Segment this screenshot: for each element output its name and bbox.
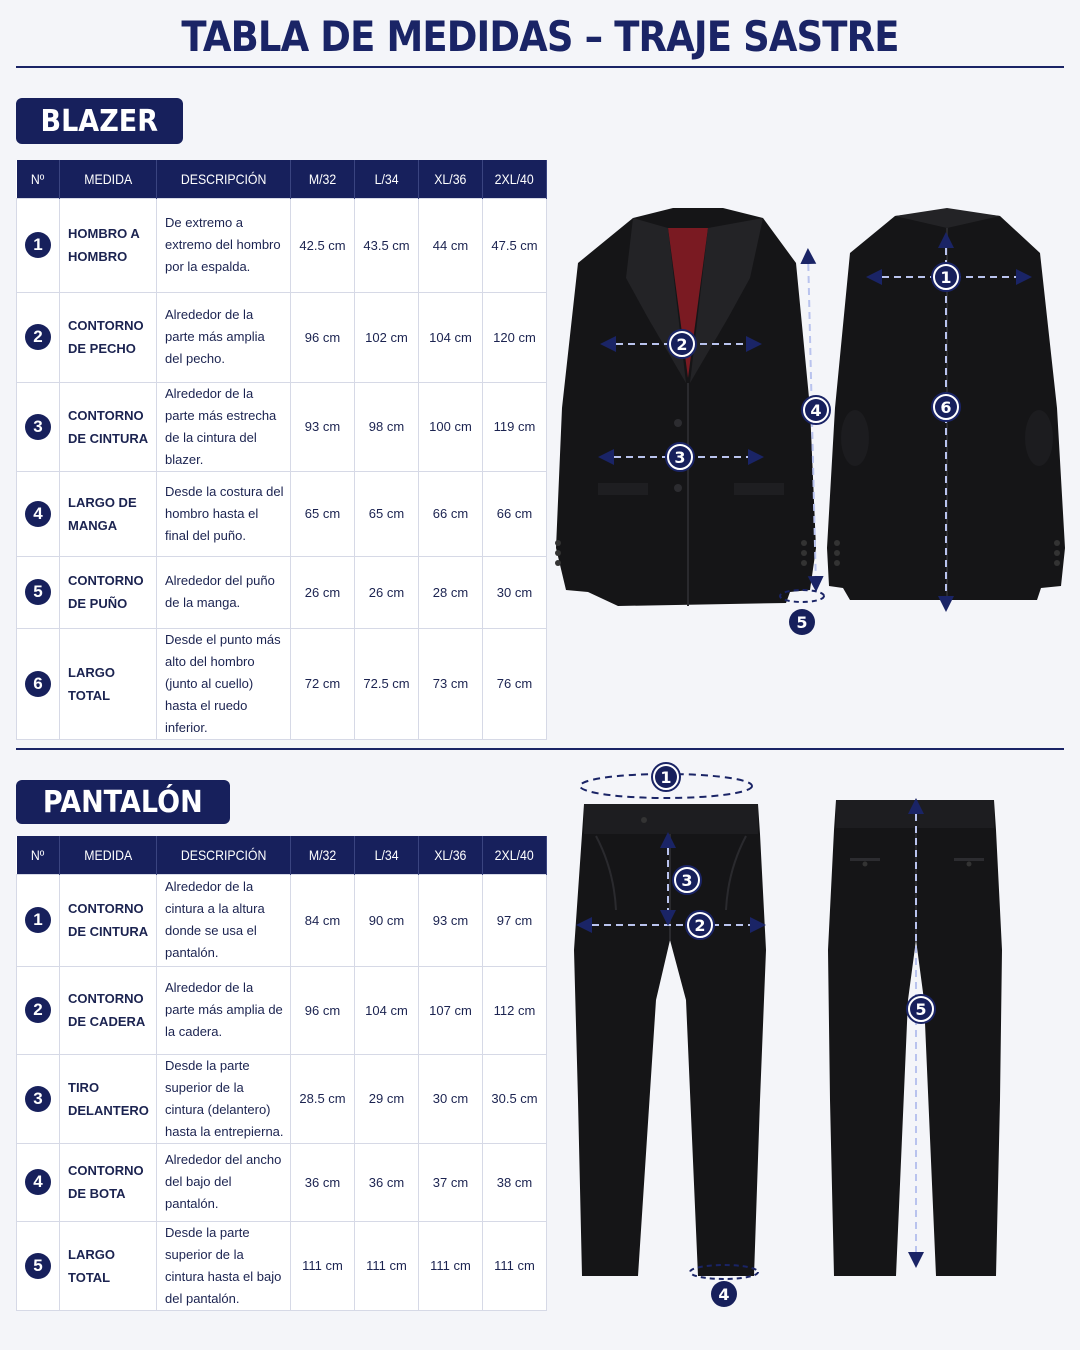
svg-text:5: 5 bbox=[915, 1000, 927, 1019]
table-row bbox=[17, 1143, 547, 1221]
size-value: 30 cm bbox=[419, 1054, 483, 1143]
measure-name: CONTORNO DE CINTURA bbox=[60, 874, 157, 966]
size-value: 100 cm bbox=[419, 382, 483, 471]
measure-name: HOMBRO A HOMBRO bbox=[60, 198, 157, 292]
table-header-row bbox=[17, 836, 547, 874]
measure-marker-5 bbox=[907, 995, 935, 1023]
size-value: 104 cm bbox=[419, 292, 483, 382]
size-value: 93 cm bbox=[419, 874, 483, 966]
column-header: XL/36 bbox=[419, 160, 483, 198]
size-value: 72.5 cm bbox=[355, 628, 419, 739]
row-number-badge: 1 bbox=[25, 907, 51, 933]
svg-text:4: 4 bbox=[810, 401, 822, 420]
cuff-measure-ellipse bbox=[780, 590, 824, 602]
measure-marker-2 bbox=[686, 911, 714, 939]
size-value: 96 cm bbox=[291, 292, 355, 382]
hem-measure-ellipse bbox=[690, 1265, 758, 1279]
pantalon-size-table bbox=[16, 836, 547, 1311]
size-value: 28 cm bbox=[419, 556, 483, 628]
row-number-badge: 4 bbox=[25, 1169, 51, 1195]
measure-marker-1 bbox=[932, 263, 960, 291]
measure-name: CONTORNO DE PUÑO bbox=[60, 556, 157, 628]
page-title: TABLA DE MEDIDAS – TRAJE SASTRE bbox=[181, 12, 899, 61]
size-value: 93 cm bbox=[291, 382, 355, 471]
column-header: XL/36 bbox=[419, 836, 483, 874]
size-value: 73 cm bbox=[419, 628, 483, 739]
measure-description: Alrededor de la cintura a la altura donde se usa el pantalón. bbox=[157, 874, 291, 966]
column-header: L/34 bbox=[355, 836, 419, 874]
row-number-badge: 4 bbox=[25, 501, 51, 527]
size-value: 107 cm bbox=[419, 966, 483, 1054]
measure-description: Desde la parte superior de la cintura hasta el bajo del pantalón. bbox=[157, 1221, 291, 1310]
size-value: 97 cm bbox=[483, 874, 547, 966]
row-number-badge: 6 bbox=[25, 671, 51, 697]
size-value: 30.5 cm bbox=[483, 1054, 547, 1143]
size-value: 111 cm bbox=[419, 1221, 483, 1310]
size-value: 43.5 cm bbox=[355, 198, 419, 292]
measure-name: TIRO DELANTERO bbox=[60, 1054, 157, 1143]
measure-marker-2 bbox=[668, 330, 696, 358]
measure-description: Desde el punto más alto del hombro (junto al cuello) hasta el ruedo inferior. bbox=[157, 628, 291, 739]
size-value: 30 cm bbox=[483, 556, 547, 628]
table-row bbox=[17, 874, 547, 966]
column-header: M/32 bbox=[291, 160, 355, 198]
size-value: 28.5 cm bbox=[291, 1054, 355, 1143]
size-value: 65 cm bbox=[291, 471, 355, 556]
column-header: Nº bbox=[17, 836, 60, 874]
column-header: Nº bbox=[17, 160, 60, 198]
size-value: 65 cm bbox=[355, 471, 419, 556]
svg-text:5: 5 bbox=[796, 613, 808, 632]
size-value: 29 cm bbox=[355, 1054, 419, 1143]
blazer-measure-overlay bbox=[540, 200, 1080, 650]
title-divider bbox=[16, 66, 1064, 68]
size-value: 66 cm bbox=[483, 471, 547, 556]
measure-description: Alrededor de la parte más amplia de la cadera. bbox=[157, 966, 291, 1054]
measure-name: LARGO TOTAL bbox=[60, 1221, 157, 1310]
size-value: 38 cm bbox=[483, 1143, 547, 1221]
measure-description: Alrededor de la parte más amplia del pecho. bbox=[157, 292, 291, 382]
size-value: 98 cm bbox=[355, 382, 419, 471]
size-value: 111 cm bbox=[483, 1221, 547, 1310]
table-row bbox=[17, 966, 547, 1054]
row-number-badge: 2 bbox=[25, 997, 51, 1023]
measure-description: Desde la costura del hombro hasta el final del puño. bbox=[157, 471, 291, 556]
size-value: 26 cm bbox=[291, 556, 355, 628]
svg-text:3: 3 bbox=[681, 871, 693, 890]
table-row bbox=[17, 1054, 547, 1143]
table-row bbox=[17, 471, 547, 556]
size-value: 37 cm bbox=[419, 1143, 483, 1221]
measure-description: Alrededor del ancho del bajo del pantalón. bbox=[157, 1143, 291, 1221]
size-value: 44 cm bbox=[419, 198, 483, 292]
measure-name: LARGO TOTAL bbox=[60, 628, 157, 739]
size-value: 76 cm bbox=[483, 628, 547, 739]
size-value: 47.5 cm bbox=[483, 198, 547, 292]
column-header: DESCRIPCIÓN bbox=[157, 836, 291, 874]
column-header: L/34 bbox=[355, 160, 419, 198]
row-number-badge: 3 bbox=[25, 414, 51, 440]
size-value: 42.5 cm bbox=[291, 198, 355, 292]
blazer-section-label: BLAZER bbox=[16, 98, 183, 144]
column-header: M/32 bbox=[291, 836, 355, 874]
table-row bbox=[17, 1221, 547, 1310]
column-header: MEDIDA bbox=[60, 836, 157, 874]
size-value: 96 cm bbox=[291, 966, 355, 1054]
row-number-badge: 1 bbox=[25, 232, 51, 258]
size-value: 102 cm bbox=[355, 292, 419, 382]
svg-text:2: 2 bbox=[694, 916, 706, 935]
measure-description: Desde la parte superior de la cintura (delantero) hasta la entrepierna. bbox=[157, 1054, 291, 1143]
column-header: 2XL/40 bbox=[483, 160, 547, 198]
measure-marker-4 bbox=[802, 396, 830, 424]
section-divider bbox=[16, 748, 1064, 750]
measure-marker-3 bbox=[666, 443, 694, 471]
size-value: 36 cm bbox=[355, 1143, 419, 1221]
size-value: 84 cm bbox=[291, 874, 355, 966]
row-number-badge: 2 bbox=[25, 324, 51, 350]
measure-marker-5 bbox=[789, 609, 815, 635]
measure-name: CONTORNO DE CADERA bbox=[60, 966, 157, 1054]
measure-marker-1 bbox=[652, 763, 680, 791]
size-value: 104 cm bbox=[355, 966, 419, 1054]
svg-text:1: 1 bbox=[660, 768, 672, 787]
size-value: 111 cm bbox=[355, 1221, 419, 1310]
row-number-badge: 5 bbox=[25, 1253, 51, 1279]
svg-text:3: 3 bbox=[674, 448, 686, 467]
column-header: 2XL/40 bbox=[483, 836, 547, 874]
measure-name: CONTORNO DE CINTURA bbox=[60, 382, 157, 471]
row-number-badge: 3 bbox=[25, 1086, 51, 1112]
svg-text:4: 4 bbox=[718, 1285, 730, 1304]
pantalon-section-label: PANTALÓN bbox=[16, 780, 230, 824]
table-header-row bbox=[17, 160, 547, 198]
measure-description: De extremo a extremo del hombro por la espalda. bbox=[157, 198, 291, 292]
column-header: DESCRIPCIÓN bbox=[157, 160, 291, 198]
measure-description: Alrededor de la parte más estrecha de la cintura del blazer. bbox=[157, 382, 291, 471]
measure-marker-6 bbox=[932, 393, 960, 421]
measure-name: LARGO DE MANGA bbox=[60, 471, 157, 556]
svg-text:6: 6 bbox=[940, 398, 952, 417]
size-value: 120 cm bbox=[483, 292, 547, 382]
size-value: 119 cm bbox=[483, 382, 547, 471]
measure-marker-4 bbox=[711, 1281, 737, 1307]
row-number-badge: 5 bbox=[25, 579, 51, 605]
svg-text:1: 1 bbox=[940, 268, 952, 287]
svg-text:2: 2 bbox=[676, 335, 688, 354]
column-header: MEDIDA bbox=[60, 160, 157, 198]
size-value: 112 cm bbox=[483, 966, 547, 1054]
table-row bbox=[17, 382, 547, 471]
measure-description: Alrededor del puño de la manga. bbox=[157, 556, 291, 628]
measure-marker-3 bbox=[673, 866, 701, 894]
size-value: 111 cm bbox=[291, 1221, 355, 1310]
table-row bbox=[17, 292, 547, 382]
size-value: 26 cm bbox=[355, 556, 419, 628]
measure-name: CONTORNO DE BOTA bbox=[60, 1143, 157, 1221]
size-value: 66 cm bbox=[419, 471, 483, 556]
table-row bbox=[17, 556, 547, 628]
pantalon-measure-overlay bbox=[560, 756, 1040, 1312]
blazer-size-table bbox=[16, 160, 547, 740]
table-row bbox=[17, 628, 547, 739]
size-value: 72 cm bbox=[291, 628, 355, 739]
size-value: 36 cm bbox=[291, 1143, 355, 1221]
measure-name: CONTORNO DE PECHO bbox=[60, 292, 157, 382]
table-row bbox=[17, 198, 547, 292]
size-value: 90 cm bbox=[355, 874, 419, 966]
